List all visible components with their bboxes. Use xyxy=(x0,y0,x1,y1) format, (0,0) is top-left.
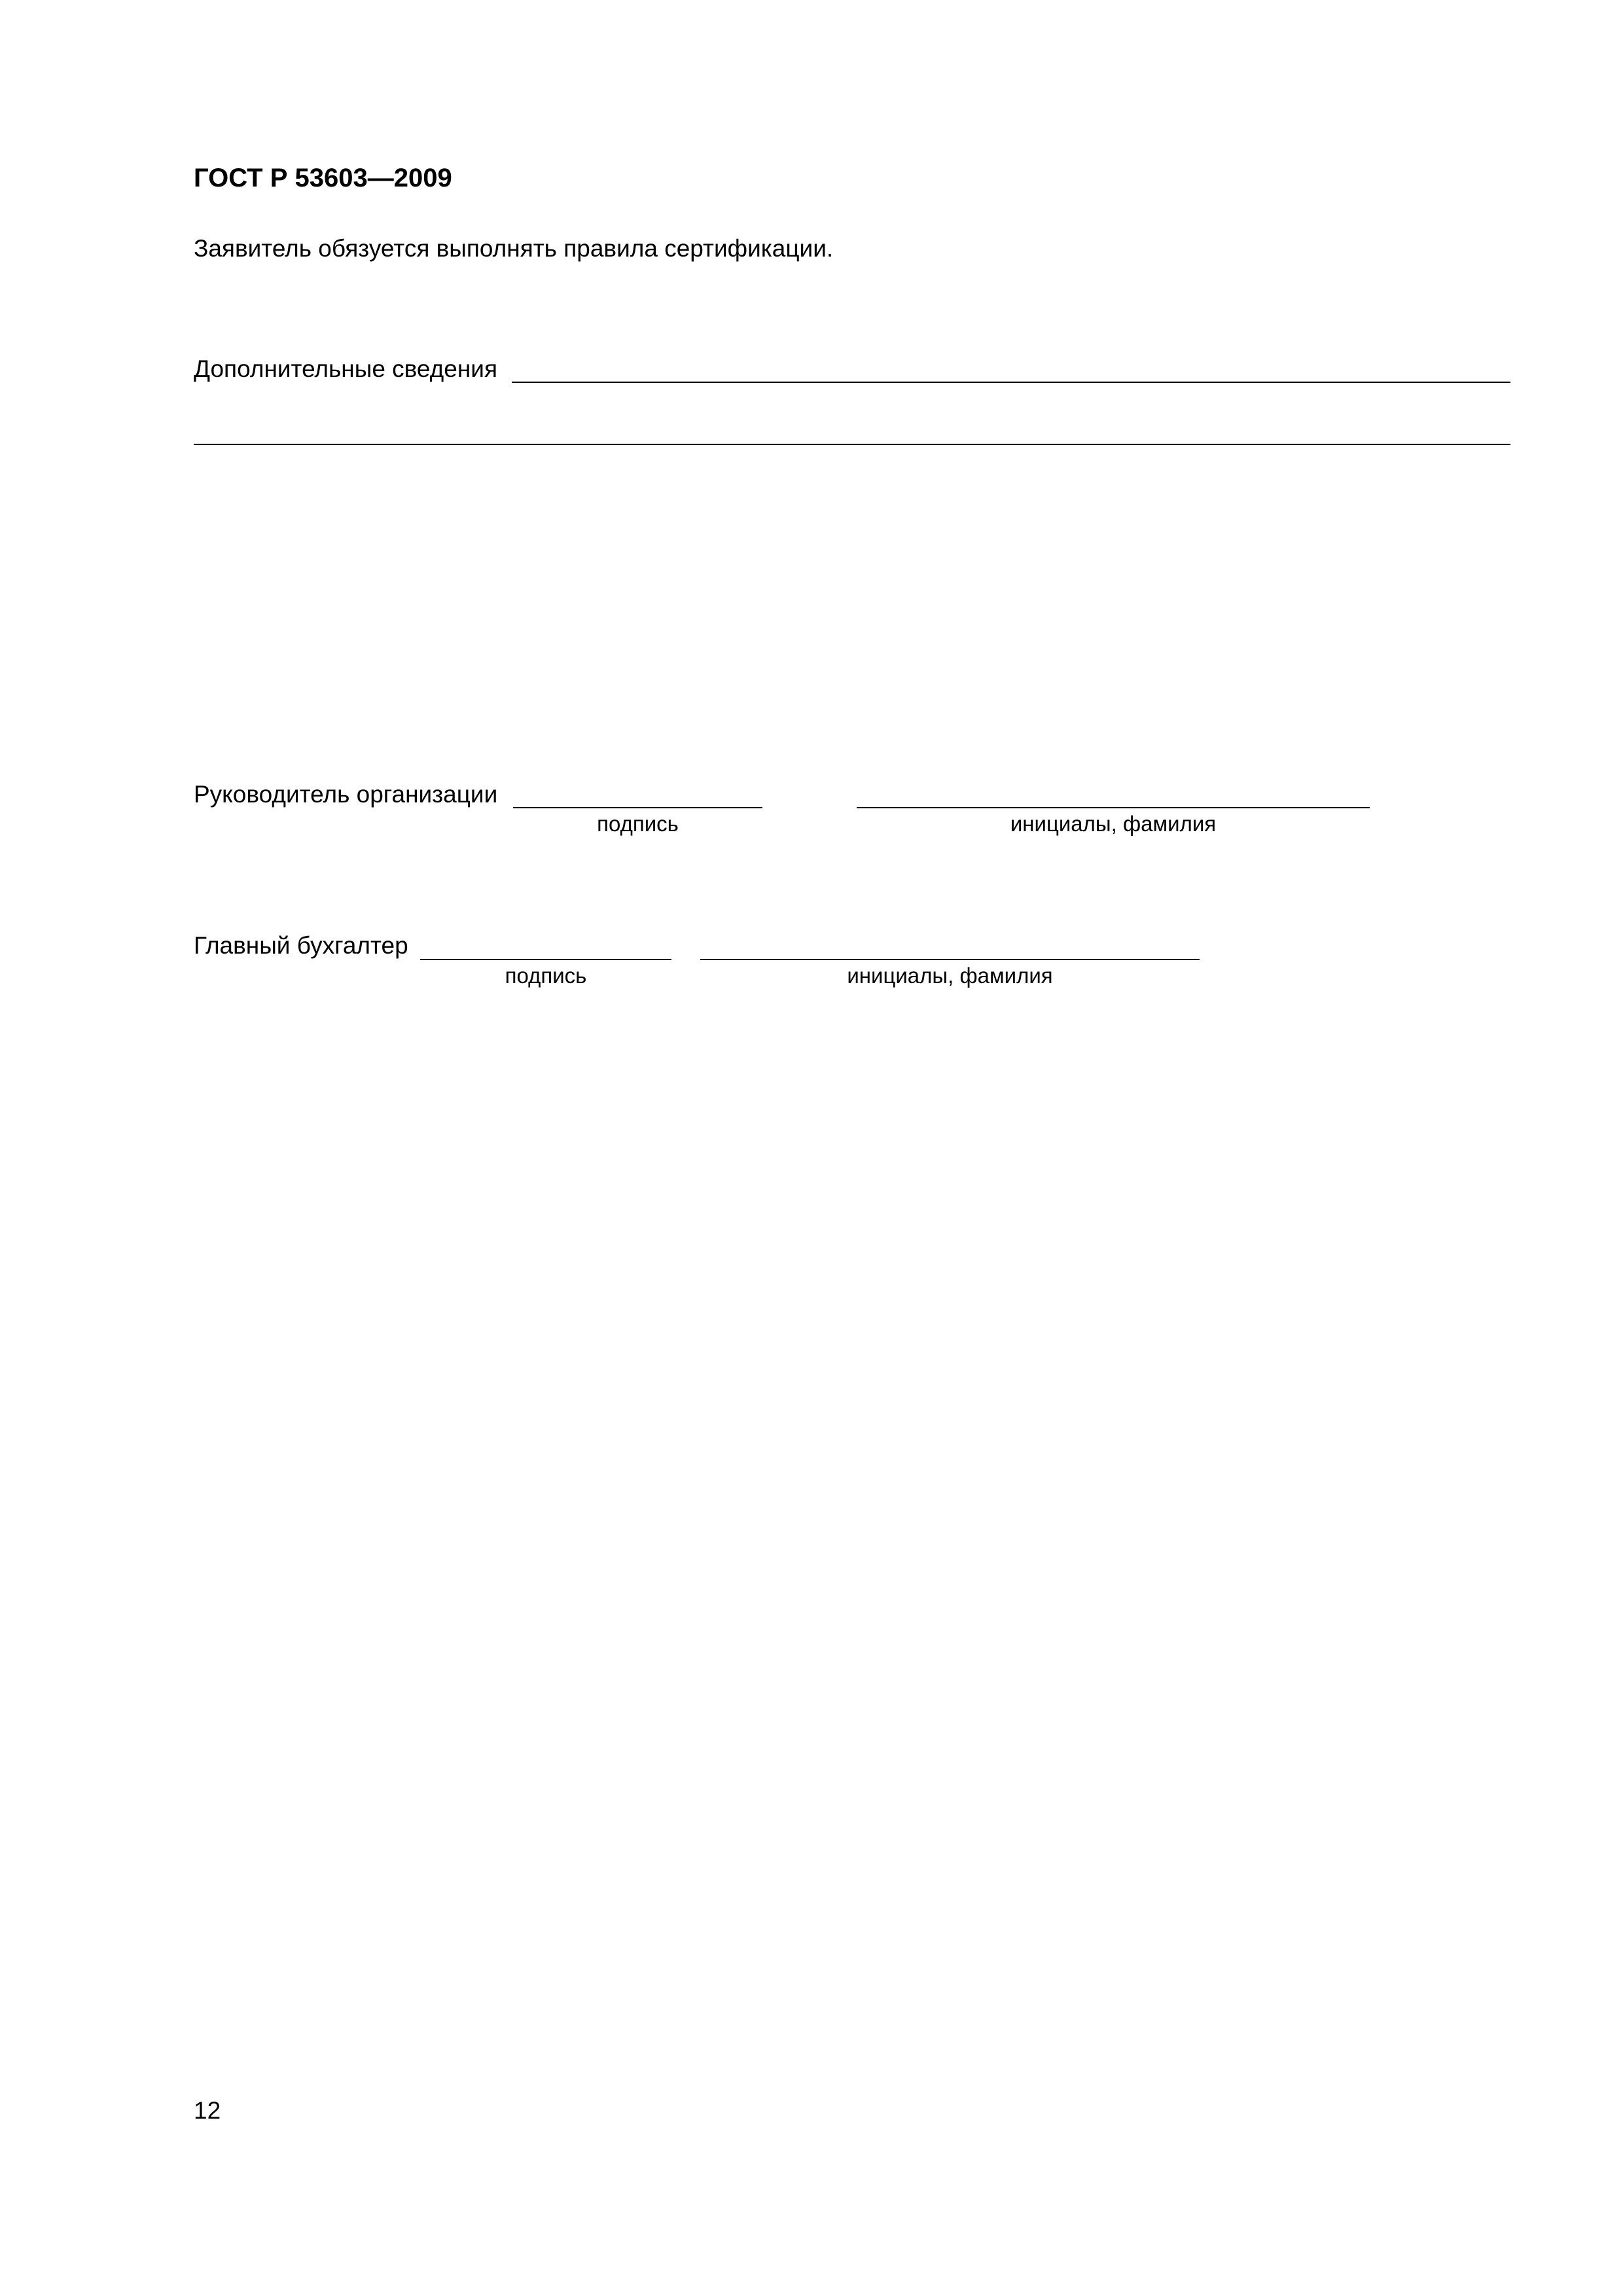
accountant-name-caption: инициалы, фамилия xyxy=(847,963,1053,988)
accountant-signature-caption: подпись xyxy=(505,963,587,988)
additional-info-line-1[interactable] xyxy=(512,382,1510,383)
additional-info-label: Дополнительные сведения xyxy=(194,355,497,382)
additional-info-line-2[interactable] xyxy=(194,444,1510,445)
accountant-name-line[interactable] xyxy=(700,959,1200,960)
head-signature-line[interactable] xyxy=(513,807,762,808)
head-name-line[interactable] xyxy=(857,807,1370,808)
accountant-label: Главный бухгалтер xyxy=(194,932,408,959)
intro-text: Заявитель обязуется выполнять правила сертификации. xyxy=(194,235,834,262)
accountant-signature-line[interactable] xyxy=(420,959,671,960)
page-number: 12 xyxy=(194,2097,221,2124)
head-label: Руководитель организации xyxy=(194,781,498,808)
document-header: ГОСТ Р 53603—2009 xyxy=(194,164,452,192)
head-signature-caption: подпись xyxy=(597,812,679,836)
head-name-caption: инициалы, фамилия xyxy=(1010,812,1217,836)
